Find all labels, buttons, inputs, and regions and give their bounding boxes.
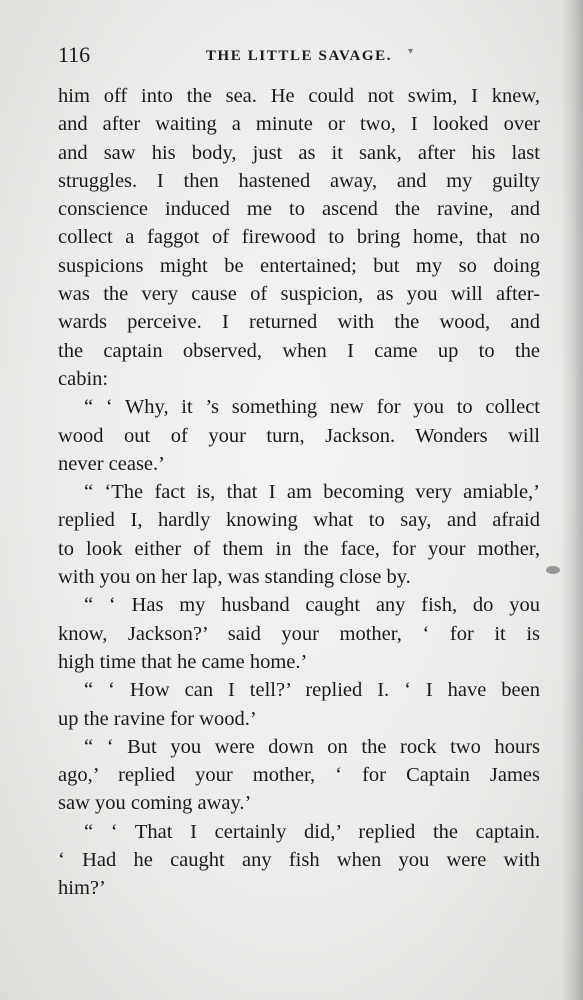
text-line: up the ravine for wood.’	[58, 707, 257, 730]
text-line: was the very cause of suspicion, as you will after-	[58, 283, 540, 306]
text-line: struggles. I then hastened away, and my guilty	[58, 169, 540, 192]
text-line: high time that he came home.’	[58, 650, 308, 673]
text-line: replied I, hardly knowing what to say, and afraid	[58, 509, 540, 532]
text-line: to look either of them in the face, for your mother,	[58, 537, 540, 560]
text-line: conscience induced me to ascend the ravine, and	[58, 198, 540, 221]
text-line: wards perceive. I returned with the wood, and	[58, 311, 540, 334]
text-line: “ ‘ But you were down on the rock two hours	[84, 735, 540, 758]
text-line: and saw his body, just as it sank, after his last	[58, 141, 540, 164]
text-line: “ ‘ Has my husband caught any fish, do you	[84, 594, 540, 617]
text-line: “ ‘ Why, it ’s something new for you to collect	[84, 396, 540, 419]
text-line: collect a faggot of firewood to bring home, that no	[58, 226, 540, 249]
text-line: him?’	[58, 877, 106, 900]
page-number: 116	[58, 42, 91, 67]
text-line: the captain observed, when I came up to the	[58, 339, 540, 362]
ornament-icon: ▾	[408, 46, 414, 57]
page-header	[58, 40, 540, 70]
text-line: ago,’ replied your mother, ‘ for Captain James	[58, 764, 540, 787]
page-edge-shadow	[561, 0, 583, 1000]
body-text	[58, 82, 540, 903]
text-line: with you on her lap, was standing close by.	[58, 566, 411, 589]
text-line: ‘ Had he caught any fish when you were with	[58, 849, 540, 872]
text-line: him off into the sea. He could not swim, I knew,	[58, 85, 540, 107]
text-line: “ ‘ That I certainly did,’ replied the captain.	[84, 820, 540, 843]
text-line: cabin:	[58, 367, 109, 390]
text-line: saw you coming away.’	[58, 792, 252, 815]
text-line: and after waiting a minute or two, I looked over	[58, 113, 540, 136]
text-line: suspicions might be entertained; but my so doing	[58, 254, 540, 277]
text-line: “ ‘The fact is, that I am becoming very amiable,’	[84, 481, 540, 504]
text-line: never cease.’	[58, 452, 165, 475]
text-line: wood out of your turn, Jackson. Wonders will	[58, 424, 540, 447]
text-line: “ ‘ How can I tell?’ replied I. ‘ I have been	[84, 679, 540, 702]
running-head: THE LITTLE SAVAGE.	[205, 48, 393, 64]
ink-blot	[546, 566, 560, 574]
text-line: know, Jackson?’ said your mother, ‘ for it is	[58, 622, 540, 645]
